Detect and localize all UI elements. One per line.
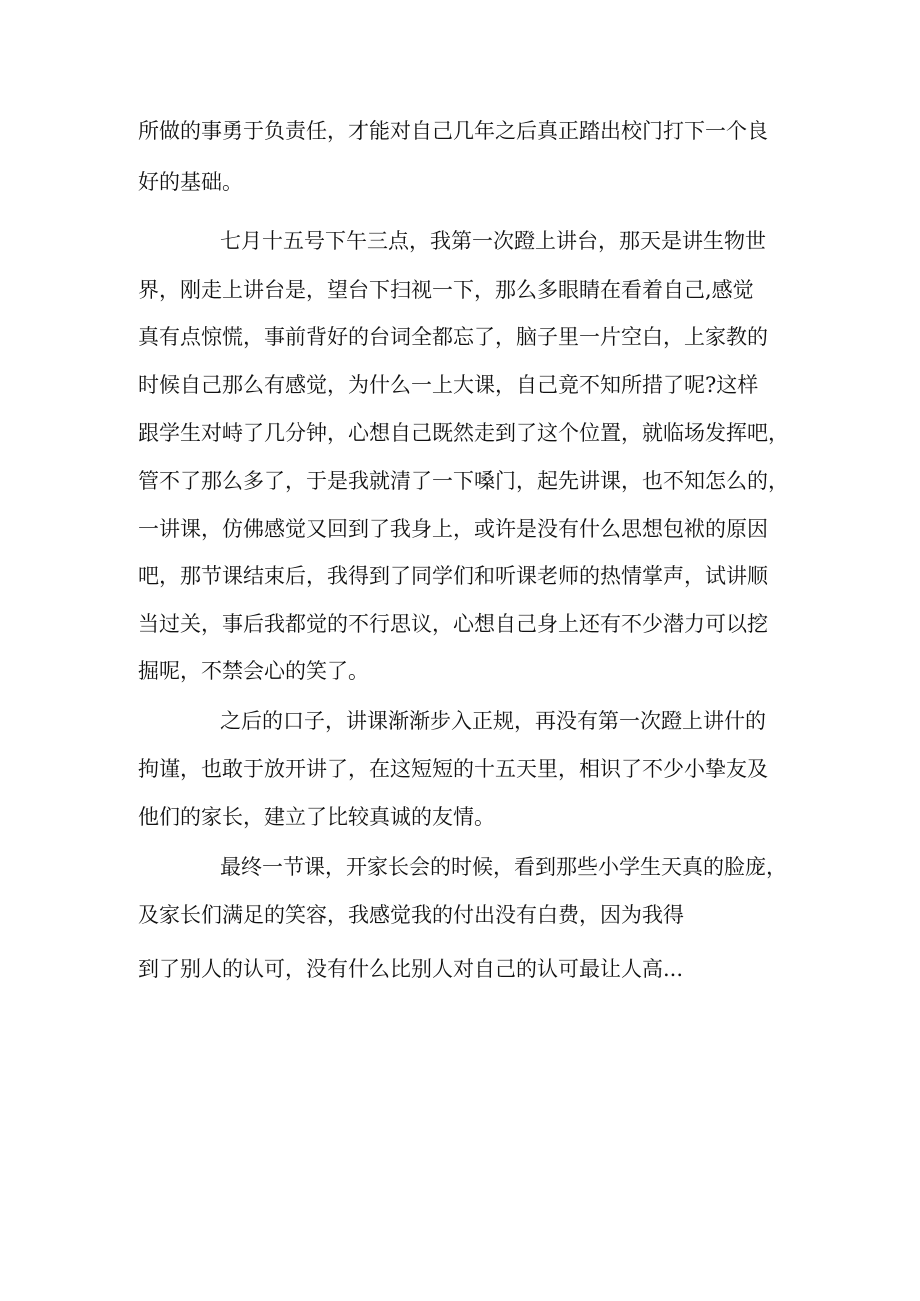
text-line: 好的基础。 <box>138 170 243 194</box>
text-line: 管不了那么多了，于是我就清了一下嗓门，起先讲课，也不知怎么的， <box>138 469 789 493</box>
text-line: 界，刚走上讲台是，望台下扫视一下，那么多眼睛在看着自己,感觉 <box>138 278 754 302</box>
paragraph-start-line: 之后的口子，讲课渐渐步入正规，再没有第一次蹬上讲什的 <box>220 709 766 733</box>
text-line: 拘谨，也敢于放开讲了，在这短短的十五天里，相识了不少小挚友及 <box>138 757 768 781</box>
text-line: 吧，那节课结束后，我得到了同学们和听课老师的热情掌声，试讲顺 <box>138 564 768 588</box>
text-line: 他们的家长，建立了比较真诚的友情。 <box>138 805 495 829</box>
text-line: 当过关，事后我都觉的不行思议，心想自己身上还有不少潜力可以挖 <box>138 612 768 636</box>
paragraph-start-line: 七月十五号下午三点，我第一次蹬上讲台，那天是讲生物世 <box>220 229 766 253</box>
paragraph-start-line: 最终一节课，开家长会的时候，看到那些小学生天真的脸庞， <box>220 855 787 879</box>
text-line: 及家长们满足的笑容，我感觉我的付出没有白费，因为我得 <box>138 903 684 927</box>
text-line: 跟学生对峙了几分钟，心想自己既然走到了这个位置，就临场发挥吧， <box>138 421 789 445</box>
text-line: 到了别人的认可，没有什么比别人对自己的认可最让人高... <box>138 957 684 981</box>
text-line: 一讲课，仿佛感觉又回到了我身上，或许是没有什么思想包袱的原因 <box>138 517 768 541</box>
text-line: 掘呢，不禁会心的笑了。 <box>138 659 369 683</box>
text-line: 所做的事勇于负责任，才能对自己几年之后真正踏出校门打下一个良 <box>138 119 768 143</box>
text-line: 真有点惊慌，事前背好的台词全都忘了，脑子里一片空白，上家教的 <box>138 325 768 349</box>
text-line: 时候自己那么有感觉，为什么一上大课，自己竟不知所措了呢?这样 <box>138 373 759 397</box>
